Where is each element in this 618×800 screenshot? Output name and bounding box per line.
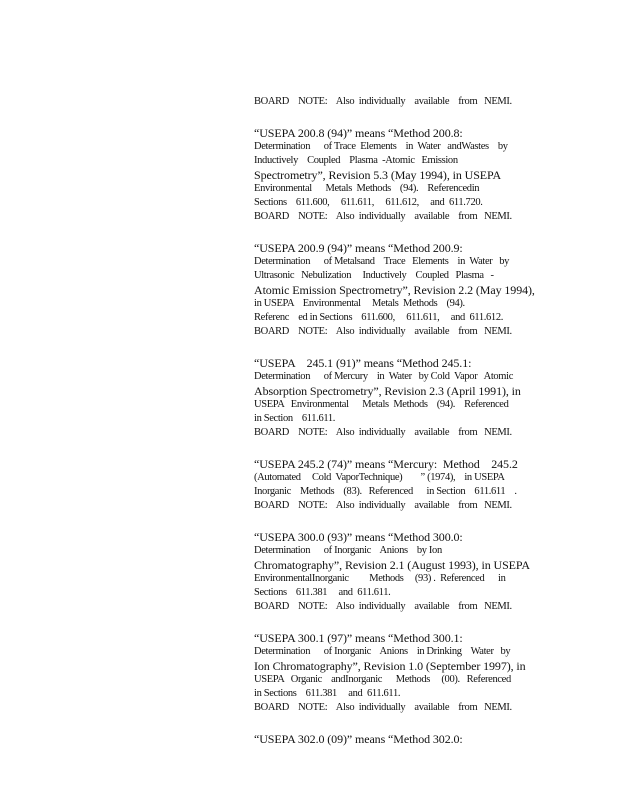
definition-body-line: Environmental Metals Methods (94). Referencedin — [254, 183, 480, 194]
definitions-column — [254, 95, 544, 763]
definition-body-line: Determination of Trace Elements in Water andWastes by — [254, 141, 508, 152]
definition-heading-line: “USEPA 300.0 (93)” means “Method 300.0: — [254, 530, 463, 544]
definition-body-line: Sections 611.381 and 611.611. — [254, 587, 391, 598]
definition-body-line: in Sections 611.381 and 611.611. — [254, 688, 401, 699]
definition-entry — [254, 732, 544, 746]
definition-entry — [254, 530, 544, 614]
definition-body-line: Determination of Metalsand Trace Elements in Water by — [254, 256, 510, 267]
definition-heading-line: “USEPA 300.1 (97)” means “Method 300.1: — [254, 631, 463, 645]
definition-body-line: Inductively Coupled Plasma -Atomic Emission — [254, 155, 458, 166]
definition-entry — [254, 241, 544, 339]
definition-body-line: Referenc ed in Sections 611.600, 611.611, and 611.612. — [254, 312, 503, 323]
definition-heading-line: “USEPA 245.1 (91)” means “Method 245.1: — [254, 356, 472, 370]
definition-body-line: Sections 611.600, 611.611, 611.612, and 611.720. — [254, 197, 483, 208]
definition-entry — [254, 457, 544, 513]
definition-body-line: BOARD NOTE: Also individually available from NEMI. — [254, 96, 512, 107]
definition-entry — [254, 95, 544, 109]
definition-body-line: BOARD NOTE: Also individually available from NEMI. — [254, 427, 512, 438]
definition-body-line: Determination of Mercury in Water by Cold Vapor Atomic — [254, 371, 513, 382]
definition-body-line: BOARD NOTE: Also individually available from NEMI. — [254, 211, 512, 222]
definition-body-line: BOARD NOTE: Also individually available from NEMI. — [254, 702, 512, 713]
definition-entry — [254, 356, 544, 440]
definition-body-line: EnvironmentalInorganic Methods (93) . Referenced in — [254, 573, 506, 584]
definition-heading-line: Ion Chromatography”, Revision 1.0 (September 1997), in — [254, 659, 526, 673]
definition-body-line: Determination of Inorganic Anions in Drinking Water by — [254, 646, 511, 657]
definition-body-line: BOARD NOTE: Also individually available from NEMI. — [254, 326, 512, 337]
definition-heading-line: Absorption Spectrometry”, Revision 2.3 (April 1991), in — [254, 384, 521, 398]
definition-body-line: in Section 611.611. — [254, 413, 336, 424]
definition-heading-line: “USEPA 302.0 (09)” means “Method 302.0: — [254, 732, 463, 746]
definition-body-line: Determination of Inorganic Anions by Ion — [254, 545, 442, 556]
definition-heading-line: “USEPA 245.2 (74)” means “Mercury: Method 245.2 — [254, 457, 518, 471]
definition-body-line: in USEPA Environmental Metals Methods (94). — [254, 298, 465, 309]
definition-body-line: USEPA Organic andInorganic Methods (00). Referenced — [254, 674, 511, 685]
definition-entry — [254, 126, 544, 224]
definition-heading-line: “USEPA 200.9 (94)” means “Method 200.9: — [254, 241, 463, 255]
definition-heading-line: Atomic Emission Spectrometry”, Revision 2.2 (May 1994), — [254, 283, 535, 297]
definition-heading-line: “USEPA 200.8 (94)” means “Method 200.8: — [254, 126, 463, 140]
definition-body-line: Ultrasonic Nebulization Inductively Coupled Plasma - — [254, 270, 494, 281]
definition-body-line: (Automated Cold VaporTechnique) ” (1974), in USEPA — [254, 472, 505, 483]
definition-body-line: Inorganic Methods (83). Referenced in Section 611.611 . — [254, 486, 517, 497]
definition-entry — [254, 631, 544, 715]
definition-body-line: USEPA Environmental Metals Methods (94). Referenced — [254, 399, 509, 410]
definition-heading-line: Spectrometry”, Revision 5.3 (May 1994), in USEPA — [254, 168, 502, 182]
definition-body-line: BOARD NOTE: Also individually available from NEMI. — [254, 500, 512, 511]
definition-heading-line: Chromatography”, Revision 2.1 (August 1993), in USEPA — [254, 558, 530, 572]
definition-body-line: BOARD NOTE: Also individually available from NEMI. — [254, 601, 512, 612]
